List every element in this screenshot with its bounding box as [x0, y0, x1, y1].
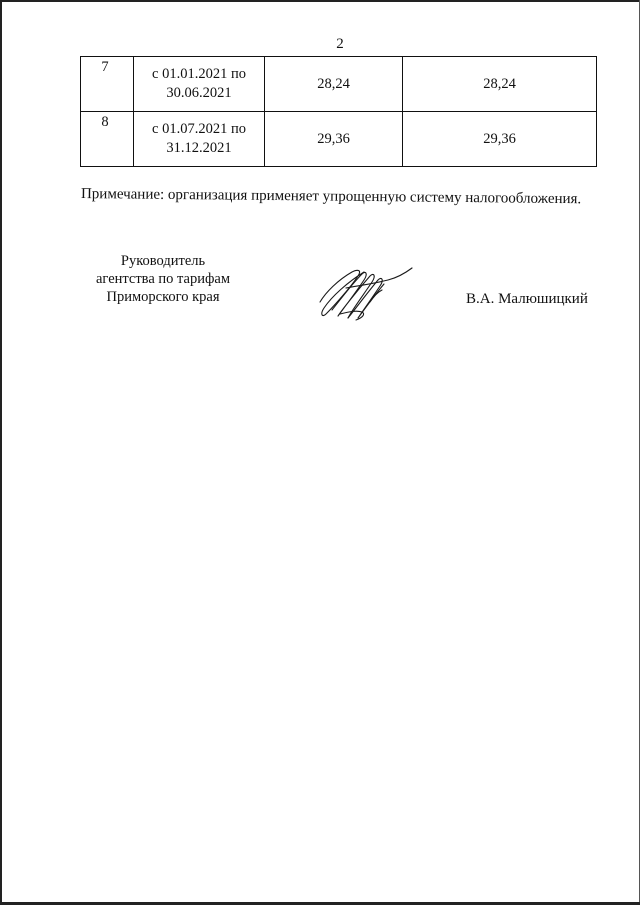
handwritten-signature — [312, 262, 416, 324]
period-start: с 01.07.2021 по — [152, 121, 246, 137]
tariff-value-cell: 28,24 — [403, 57, 597, 112]
period-end: 30.06.2021 — [166, 85, 232, 101]
period-start: с 01.01.2021 по — [152, 66, 246, 82]
period-cell — [134, 112, 265, 167]
scan-edge-left — [0, 0, 2, 905]
period-end: 31.12.2021 — [166, 140, 232, 156]
row-number: 8 — [101, 114, 109, 130]
row-number: 7 — [101, 59, 109, 75]
signer-title-line: агентства по тарифам — [96, 271, 230, 287]
row-number-cell — [81, 57, 134, 112]
row-number-cell — [81, 112, 134, 167]
period-cell — [134, 57, 265, 112]
table-row — [81, 57, 597, 112]
note-text: Примечание: организация применяет упрощенную систему налогообложения. — [80, 186, 582, 208]
tariff-value-cell: 28,24 — [265, 57, 403, 112]
tariff-table — [80, 56, 597, 167]
tariff-value-cell: 29,36 — [403, 112, 597, 167]
table-row — [81, 112, 597, 167]
signer-title-line: Руководитель — [120, 253, 206, 269]
scan-edge-top — [0, 0, 640, 2]
signer-title-line: Приморского края — [106, 289, 220, 305]
tariff-value-cell: 29,36 — [265, 112, 403, 167]
signer-title — [83, 252, 243, 306]
page-number: 2 — [336, 36, 344, 52]
signer-name: В.А. Малюшицкий — [466, 291, 588, 307]
